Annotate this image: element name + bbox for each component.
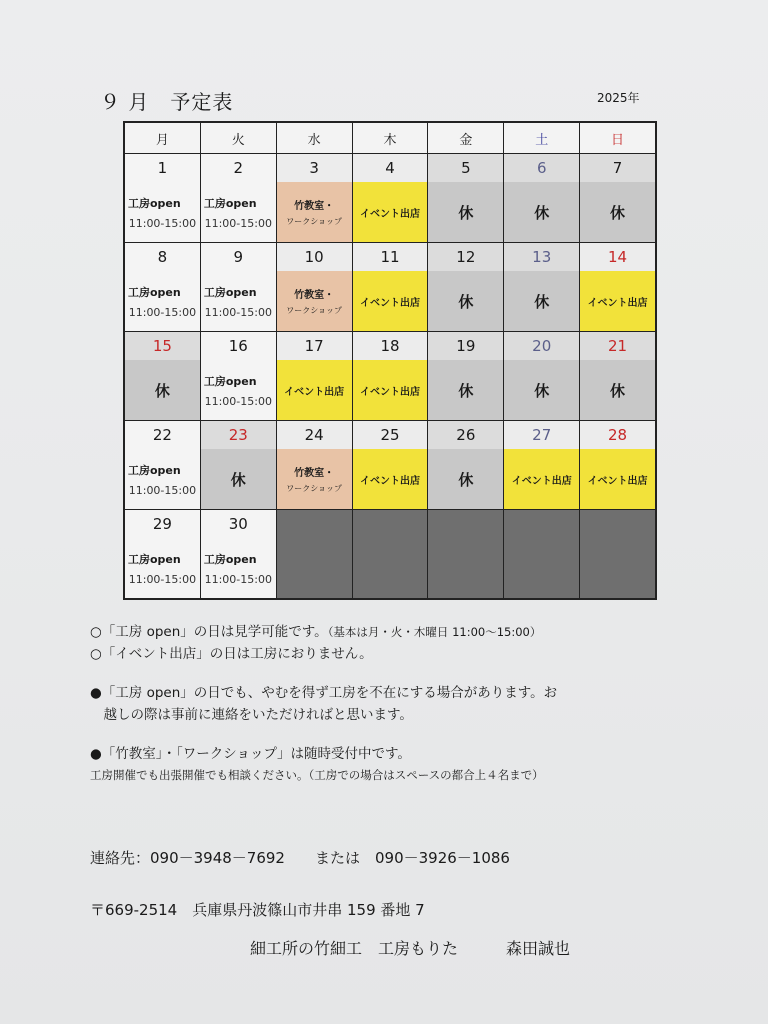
open-label: 工房open: [128, 552, 181, 566]
day-content: [580, 182, 655, 242]
closed-label: 休: [534, 292, 550, 311]
day-number: 13: [504, 243, 579, 271]
day-number: 22: [152, 426, 172, 444]
day-cell: [353, 421, 428, 509]
day-cell: [428, 421, 503, 509]
day-content: [428, 271, 503, 331]
note-absence-1: ●「工房 open」の日でも、やむを得ず工房を不在にする場合があります。お: [90, 685, 558, 702]
day-cell: [201, 154, 276, 242]
day-content: [428, 449, 503, 509]
event-label: イベント出店: [359, 475, 420, 487]
weekday-header: 土: [504, 123, 579, 153]
day-number: 11: [353, 243, 428, 271]
day-content: [428, 360, 503, 420]
day-content: [580, 271, 655, 331]
day-number: 25: [353, 421, 428, 449]
workshop-sublabel: ワークショップ: [286, 306, 343, 315]
day-content: [201, 182, 276, 242]
day-cell: [504, 421, 579, 509]
event-label: イベント出店: [587, 297, 648, 309]
day-cell: [580, 243, 655, 331]
day-cell: [353, 243, 428, 331]
day-cell: [353, 332, 428, 420]
page-title: ９ 月 予定表: [100, 90, 234, 114]
day-number: 1: [157, 159, 168, 177]
workshop-sublabel: ワークショップ: [286, 484, 343, 493]
open-label: 工房open: [128, 196, 181, 210]
notes: [90, 622, 690, 784]
day-content: [125, 182, 200, 242]
closed-label: 休: [154, 381, 170, 400]
day-cell: [428, 332, 503, 420]
open-hours: 11:00-15:00: [128, 572, 197, 586]
empty-day-cell: [353, 510, 428, 598]
open-label: 工房open: [203, 374, 257, 388]
empty-day-cell: [277, 510, 352, 598]
event-label: イベント出店: [284, 386, 345, 398]
open-label: 工房open: [203, 196, 257, 210]
day-content: [125, 538, 200, 598]
day-number: 15: [125, 332, 200, 360]
day-number: 16: [228, 337, 248, 355]
note-workshop: ●「竹教室」・「ワークショップ」は随時受付中です。: [90, 746, 411, 763]
day-number: 29: [152, 515, 172, 533]
day-number: 9: [233, 248, 244, 266]
open-label: 工房open: [203, 285, 257, 299]
day-number: 19: [428, 332, 503, 360]
day-cell: [277, 421, 352, 509]
open-label: 工房open: [128, 285, 181, 299]
day-cell: [580, 332, 655, 420]
weekday-header: 木: [353, 123, 428, 153]
closed-label: 休: [534, 381, 550, 400]
closed-label: 休: [458, 470, 474, 489]
empty-day-cell: [428, 510, 503, 598]
closed-label: 休: [458, 292, 474, 311]
day-cell: [428, 243, 503, 331]
day-cell: [504, 243, 579, 331]
day-content: [201, 360, 276, 420]
day-cell: [125, 421, 200, 509]
day-cell: [580, 421, 655, 509]
empty-day-cell: [504, 510, 579, 598]
day-content: [504, 449, 579, 509]
day-content: [504, 360, 579, 420]
workshop-label: 竹教室・: [294, 201, 335, 212]
day-cell: [277, 154, 352, 242]
day-content: [353, 449, 428, 509]
weekday-header: 日: [580, 123, 655, 153]
day-cell: [353, 154, 428, 242]
year-label: 2025年: [597, 91, 640, 105]
day-cell: [201, 421, 276, 509]
closed-label: 休: [458, 203, 474, 222]
day-content: [580, 449, 655, 509]
day-cell: [201, 243, 276, 331]
day-number: 23: [201, 421, 276, 449]
empty-day-cell: [580, 510, 655, 598]
day-cell: [125, 154, 200, 242]
day-number: 8: [157, 248, 168, 266]
event-label: イベント出店: [511, 475, 572, 487]
open-hours: 11:00-15:00: [204, 216, 272, 230]
day-number: 18: [353, 332, 428, 360]
day-content: [580, 360, 655, 420]
closed-label: 休: [458, 381, 474, 400]
closed-label: 休: [230, 470, 246, 489]
weekday-header: 月: [125, 123, 200, 153]
workshop-label: 竹教室・: [294, 468, 335, 479]
calendar-grid: [123, 121, 657, 600]
event-label: イベント出店: [359, 297, 420, 309]
day-number: 17: [277, 332, 352, 360]
signature: 細工所の竹細工 工房もりた 森田誠也: [250, 939, 571, 958]
day-number: 5: [428, 154, 503, 182]
closed-label: 休: [610, 381, 626, 400]
event-label: イベント出店: [359, 386, 420, 398]
day-number: 28: [580, 421, 655, 449]
day-number: 3: [277, 154, 352, 182]
day-content: [504, 182, 579, 242]
day-content: [201, 538, 276, 598]
day-content: [201, 271, 276, 331]
day-cell: [580, 154, 655, 242]
address: 〒669-2514 兵庫県丹波篠山市井串 159 番地 7: [90, 901, 425, 919]
day-cell: [277, 243, 352, 331]
day-content: [353, 271, 428, 331]
open-hours: 11:00-15:00: [128, 305, 197, 319]
day-cell: [504, 332, 579, 420]
weekday-header: 金: [428, 123, 503, 153]
day-content: [353, 360, 428, 420]
day-number: 20: [504, 332, 579, 360]
day-number: 10: [277, 243, 352, 271]
workshop-label: 竹教室・: [294, 290, 335, 301]
note-open-visit-text: ○「工房 open」の日は見学可能です。: [90, 624, 328, 640]
day-content: [125, 271, 200, 331]
open-label: 工房open: [203, 552, 257, 566]
weekday-header: 火: [201, 123, 276, 153]
day-number: 24: [277, 421, 352, 449]
day-number: 2: [233, 159, 244, 177]
day-cell: [428, 154, 503, 242]
day-content: [201, 449, 276, 509]
open-label: 工房open: [128, 463, 181, 477]
event-label: イベント出店: [359, 208, 420, 220]
day-content: [428, 182, 503, 242]
day-cell: [125, 243, 200, 331]
day-content: [504, 271, 579, 331]
day-cell: [504, 154, 579, 242]
closed-label: 休: [610, 203, 626, 222]
open-hours: 11:00-15:00: [204, 572, 272, 586]
day-content: [277, 449, 352, 509]
day-content: [125, 360, 200, 420]
workshop-sublabel: ワークショップ: [286, 217, 343, 226]
open-hours: 11:00-15:00: [128, 483, 197, 497]
note-open-visit: [90, 622, 690, 644]
day-content: [277, 360, 352, 420]
day-number: 26: [428, 421, 503, 449]
day-content: [125, 449, 200, 509]
day-number: 30: [228, 515, 248, 533]
day-number: 12: [428, 243, 503, 271]
day-number: 6: [504, 154, 579, 182]
day-cell: [125, 510, 200, 598]
event-label: イベント出店: [587, 475, 648, 487]
day-cell: [201, 510, 276, 598]
closed-label: 休: [534, 203, 550, 222]
note-open-hours-text: （基本は月・火・木曜日 11:00〜15:00）: [327, 625, 542, 639]
day-number: 21: [580, 332, 655, 360]
day-content: [277, 271, 352, 331]
open-hours: 11:00-15:00: [204, 394, 272, 408]
day-number: 14: [580, 243, 655, 271]
day-cell: [277, 332, 352, 420]
day-cell: [125, 332, 200, 420]
day-number: 4: [353, 154, 428, 182]
note-absence-2: 越しの際は事前に連絡をいただければと思います。: [90, 706, 413, 723]
contact-phone: 連絡先：090－3948－7692 または 090－3926－1086: [90, 849, 510, 867]
open-hours: 11:00-15:00: [128, 216, 197, 230]
day-content: [353, 182, 428, 242]
note-workshop-detail: 工房開催でも出張開催でも相談ください。（工房での場合はスペースの都合上４名まで）: [90, 767, 544, 782]
open-hours: 11:00-15:00: [204, 305, 272, 319]
weekday-header: 水: [277, 123, 352, 153]
day-number: 27: [504, 421, 579, 449]
note-event: ○「イベント出店」の日は工房におりません。: [90, 645, 373, 662]
day-content: [277, 182, 352, 242]
day-cell: [201, 332, 276, 420]
day-number: 7: [580, 154, 655, 182]
